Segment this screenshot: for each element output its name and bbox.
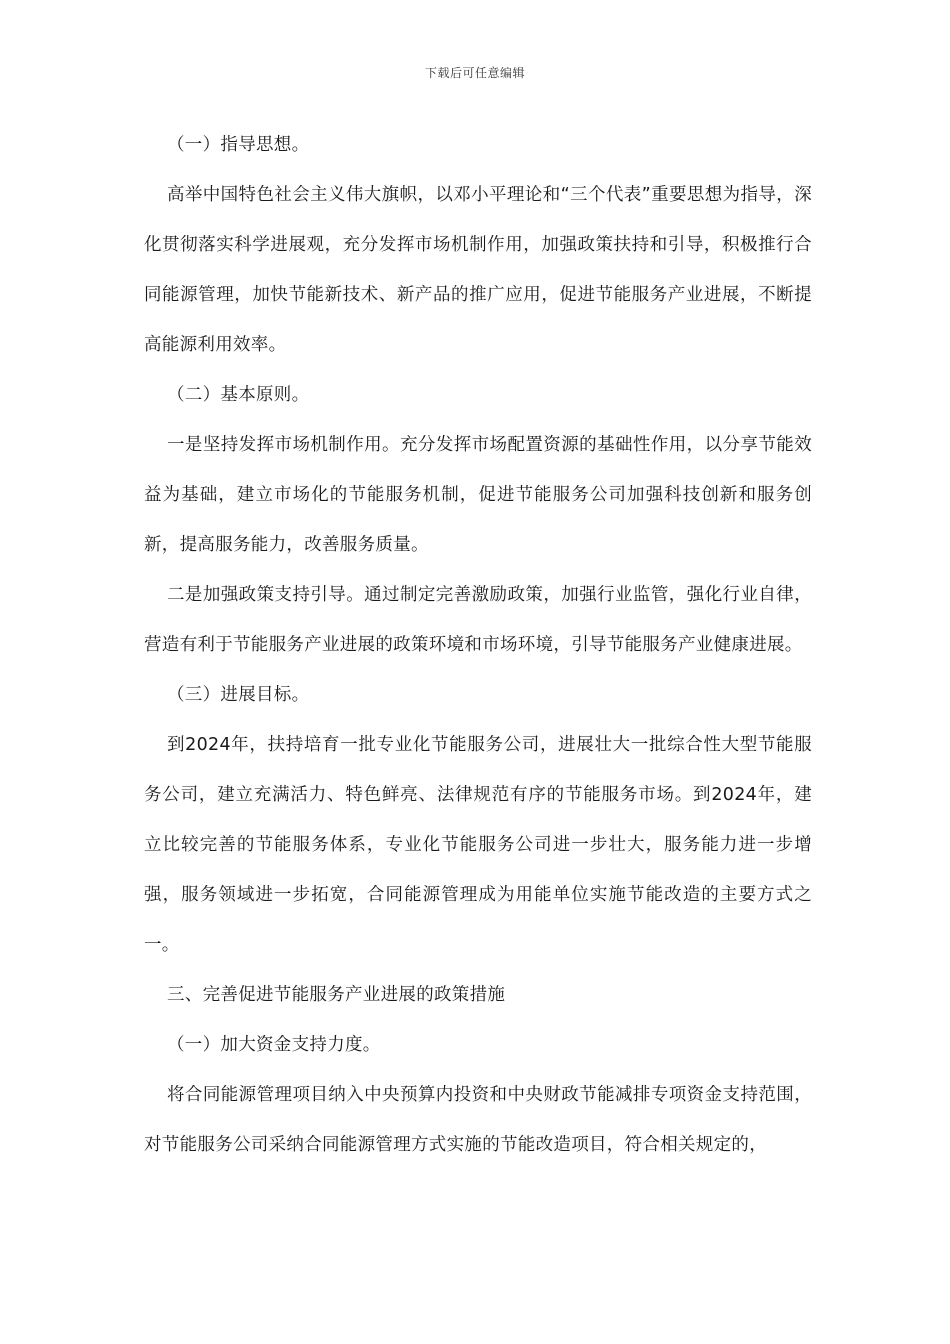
section-heading-development-goals: （三）进展目标。 xyxy=(167,685,310,705)
paragraph-funding-support: 将合同能源管理项目纳入中央预算内投资和中央财政节能减排专项资金支持范围，对节能服务公司采纳合同能源管理方式实施的节能改造项目，符合相关规定的， xyxy=(144,1085,812,1155)
paragraph-principle-one: 一是坚持发挥市场机制作用。充分发挥市场配置资源的基础性作用，以分享节能效益为基础，建立市场化的节能服务机制，促进节能服务公司加强科技创新和服务创新，提高服务能力，改善服务质量。 xyxy=(144,435,812,555)
document-body xyxy=(144,120,812,1170)
paragraph-principle-two: 二是加强政策支持引导。通过制定完善激励政策，加强行业监管，强化行业自律，营造有利于节能服务产业进展的政策环境和市场环境，引导节能服务产业健康进展。 xyxy=(144,585,812,655)
page-header: 下载后可任意编辑 xyxy=(424,66,525,80)
section-heading-basic-principles: （二）基本原则。 xyxy=(167,385,310,405)
chapter-heading-policy-measures: 三、完善促进节能服务产业进展的政策措施 xyxy=(167,985,506,1005)
section-heading-funding-support: （一）加大资金支持力度。 xyxy=(167,1035,381,1055)
paragraph-guiding-ideology: 高举中国特色社会主义伟大旗帜，以邓小平理论和“三个代表”重要思想为指导，深化贯彻落实科学进展观，充分发挥市场机制作用，加强政策扶持和引导，积极推行合同能源管理，加快节能新技术、新产品的推广应用，促进节能服务产业进展，不断提高能源利用效率。 xyxy=(144,185,812,355)
paragraph-development-goals: 到2024年，扶持培育一批专业化节能服务公司，进展壮大一批综合性大型节能服务公司，建立充满活力、特色鲜亮、法律规范有序的节能服务市场。到2024年，建立比较完善的节能服务体系，专业化节能服务公司进一步壮大，服务能力进一步增强，服务领域进一步拓宽，合同能源管理成为用能单位实施节能改造的主要方式之一。 xyxy=(144,735,812,955)
section-heading-guiding-ideology: （一）指导思想。 xyxy=(167,135,310,155)
